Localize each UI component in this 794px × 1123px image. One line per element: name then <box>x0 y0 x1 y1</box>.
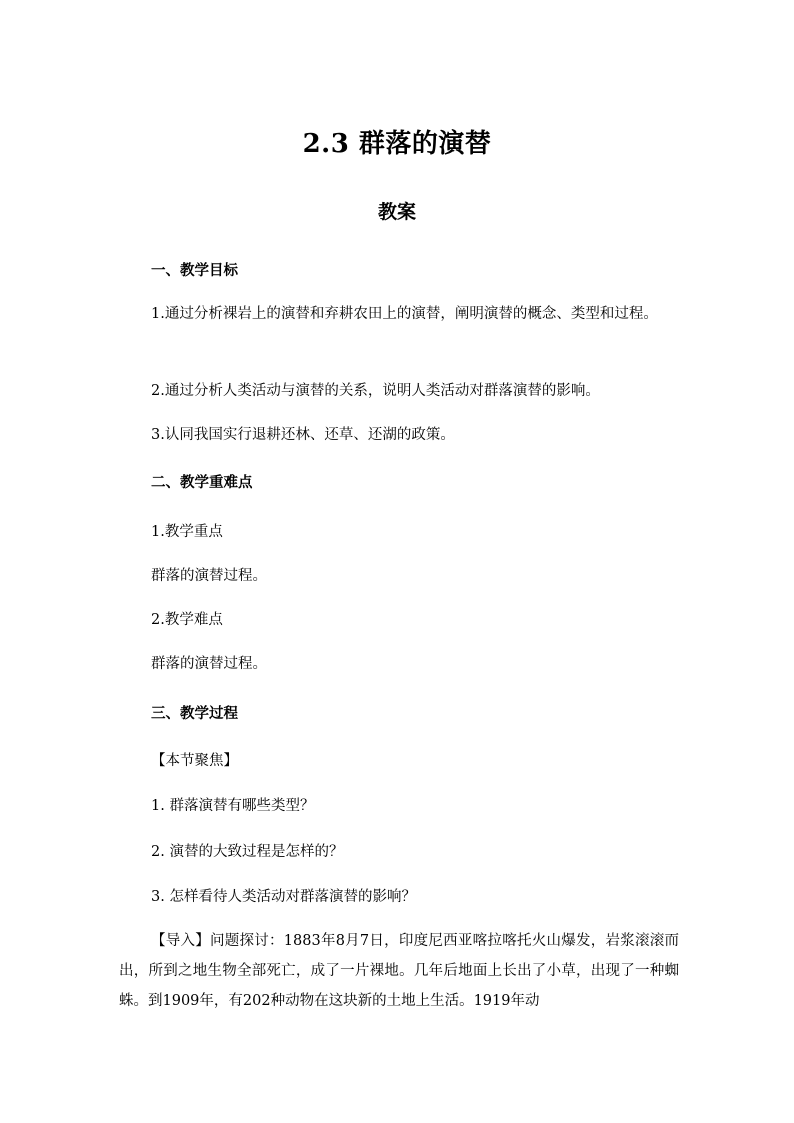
objective-item-2: 2.通过分析人类活动与演替的关系，说明人类活动对群落演替的影响。 <box>151 383 600 399</box>
focus-question-3: 3. 怎样看待人类活动对群落演替的影响？ <box>151 889 416 905</box>
key-point-text: 群落的演替过程。 <box>151 568 267 584</box>
objective-item-1: 1.通过分析裸岩上的演替和弃耕农田上的演替，阐明演替的概念、类型和过程。 <box>151 306 658 322</box>
section-heading-process: 三、教学过程 <box>151 705 238 722</box>
key-point-label: 1.教学重点 <box>151 524 223 540</box>
intro-paragraph: 【导入】问题探讨：1883年8月7日，印度尼西亚喀拉喀托火山爆发，岩浆滚滚而出，所到之地生物全部死亡，成了一片裸地。几年后地面上长出了小草，出现了一种蜘蛛。到1909年，有202种动物在这块新的土地上生活。1919年动 <box>119 933 679 1009</box>
section-heading-key-points: 二、教学重难点 <box>151 474 253 491</box>
section-heading-objectives: 一、教学目标 <box>151 262 238 279</box>
document-subtitle: 教案 <box>377 201 416 223</box>
difficult-point-text: 群落的演替过程。 <box>151 656 267 672</box>
difficult-point-label: 2.教学难点 <box>151 612 223 628</box>
focus-question-1: 1. 群落演替有哪些类型？ <box>151 798 315 814</box>
document-title: 2.3 群落的演替 <box>302 129 492 159</box>
focus-label: 【本节聚焦】 <box>151 753 238 769</box>
focus-question-2: 2. 演替的大致过程是怎样的？ <box>151 844 344 860</box>
objective-item-3: 3.认同我国实行退耕还林、还草、还湖的政策。 <box>151 427 455 443</box>
